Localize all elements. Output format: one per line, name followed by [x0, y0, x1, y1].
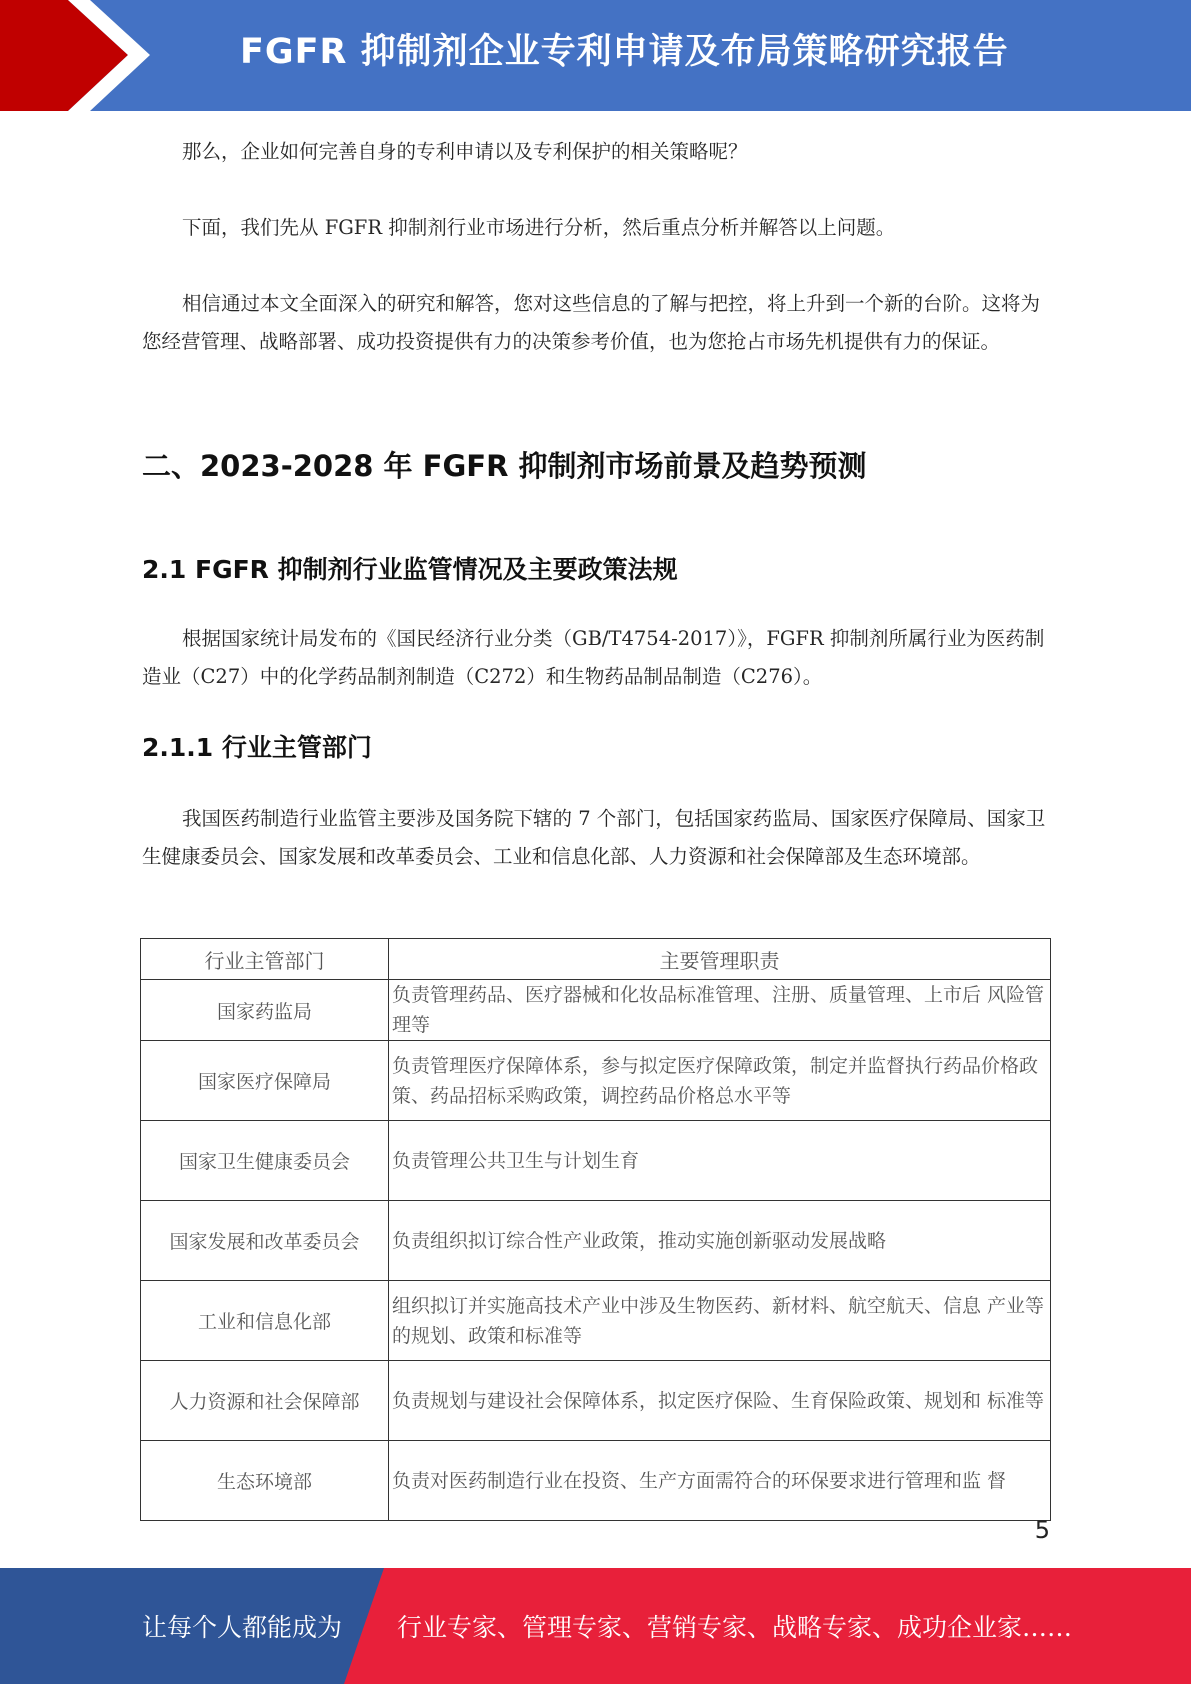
page-number: 5 — [1034, 1516, 1050, 1544]
subsection-heading-2-1: 2.1 FGFR 抑制剂行业监管情况及主要政策法规 — [142, 555, 678, 584]
table-row — [141, 1441, 1051, 1521]
footer-banner — [0, 1568, 1191, 1684]
table-cell-dept: 国家发展和改革委员会 — [141, 1201, 389, 1281]
table-cell-duty: 组织拟订并实施高技术产业中涉及生物医药、新材料、航空航天、信息 产业等的规划、政策和标准等 — [389, 1281, 1051, 1361]
paragraph-industry-classification: 根据国家统计局发布的《国民经济行业分类（GB/T4754-2017）》，FGFR 抑制剂所属行业为医药制造业（C27）中的化学药品制剂制造（C272）和生物药品制品制造（C276）。 — [142, 627, 1045, 688]
paragraph-analysis-plan: 下面，我们先从 FGFR 抑制剂行业市场进行分析，然后重点分析并解答以上问题。 — [182, 216, 896, 239]
table-cell-dept: 国家卫生健康委员会 — [141, 1121, 389, 1201]
footer-slogan-left: 让每个人都能成为 — [142, 1613, 343, 1642]
table-cell-dept: 工业和信息化部 — [141, 1281, 389, 1361]
table-cell-duty: 负责组织拟订综合性产业政策，推动实施创新驱动发展战略 — [389, 1201, 1051, 1281]
table-row — [141, 980, 1051, 1041]
footer-slogan-right: 行业专家、管理专家、营销专家、战略专家、成功企业家…… — [397, 1613, 1073, 1642]
table-row — [141, 1361, 1051, 1441]
table-cell-dept: 人力资源和社会保障部 — [141, 1361, 389, 1441]
table-row — [141, 1281, 1051, 1361]
table-header-duty: 主要管理职责 — [389, 939, 1051, 980]
table-cell-dept: 生态环境部 — [141, 1441, 389, 1521]
table-cell-duty: 负责管理药品、医疗器械和化妆品标准管理、注册、质量管理、上市后 风险管理等 — [389, 980, 1051, 1041]
table-row — [141, 1201, 1051, 1281]
header-banner — [0, 0, 1191, 111]
section-heading-2: 二、2023-2028 年 FGFR 抑制剂市场前景及趋势预测 — [142, 449, 867, 483]
subsection-heading-2-1-1: 2.1.1 行业主管部门 — [142, 733, 372, 762]
table-cell-duty: 负责对医药制造行业在投资、生产方面需符合的环保要求进行管理和监 督 — [389, 1441, 1051, 1521]
table-row — [141, 1121, 1051, 1201]
paragraph-intro-question: 那么，企业如何完善自身的专利申请以及专利保护的相关策略呢？ — [182, 140, 748, 163]
table-cell-duty: 负责管理公共卫生与计划生育 — [389, 1121, 1051, 1201]
paragraph-regulators: 我国医药制造行业监管主要涉及国务院下辖的 7 个部门，包括国家药监局、国家医疗保障局、国家卫生健康委员会、国家发展和改革委员会、工业和信息化部、人力资源和社会保障部及生态环境部。 — [142, 807, 1046, 868]
table-header-row — [141, 939, 1051, 980]
regulators-table — [140, 938, 1051, 1521]
table-cell-duty: 负责规划与建设社会保障体系，拟定医疗保险、生育保险政策、规划和 标准等 — [389, 1361, 1051, 1441]
paragraph-value-statement: 相信通过本文全面深入的研究和解答，您对这些信息的了解与把控，将上升到一个新的台阶。这将为您经营管理、战略部署、成功投资提供有力的决策参考价值，也为您抢占市场先机提供有力的保证。 — [142, 292, 1041, 353]
table-header-dept: 行业主管部门 — [141, 939, 389, 980]
table-cell-dept: 国家医疗保障局 — [141, 1041, 389, 1121]
table-cell-duty: 负责管理医疗保障体系，参与拟定医疗保障政策，制定并监督执行药品价格政策、药品招标采购政策，调控药品价格总水平等 — [389, 1041, 1051, 1121]
report-title: FGFR 抑制剂企业专利申请及布局策略研究报告 — [240, 32, 1009, 72]
table-row — [141, 1041, 1051, 1121]
table-cell-dept: 国家药监局 — [141, 980, 389, 1041]
header-arrow-graphic — [0, 0, 260, 111]
